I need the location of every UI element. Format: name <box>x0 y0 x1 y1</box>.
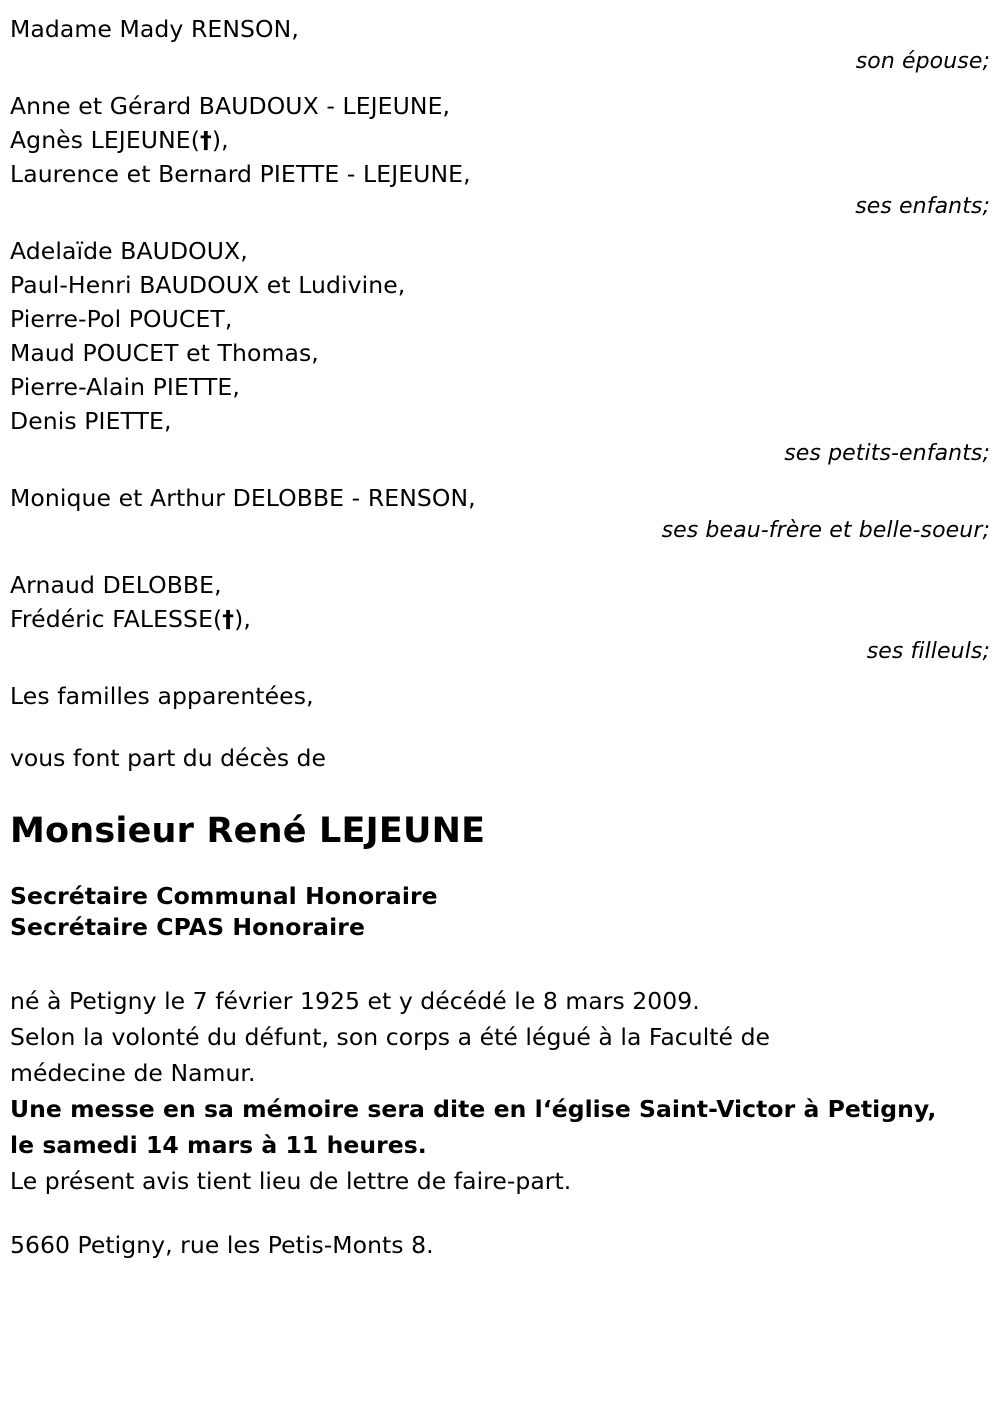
deceased-titles <box>10 881 990 943</box>
family-name-line: Laurence et Bernard PIETTE - LEJEUNE, <box>10 160 471 188</box>
mass-line-1: Une messe en sa mémoire sera dite en l‘église Saint-Victor à Petigny, <box>10 1095 937 1123</box>
section-spacer <box>10 1199 990 1227</box>
family-name-line: Monique et Arthur DELOBBE - RENSON, <box>10 484 476 512</box>
group-spacer <box>10 77 990 89</box>
deceased-title-line: Secrétaire CPAS Honoraire <box>10 913 365 941</box>
family-group-grandchildren <box>10 234 990 469</box>
mass-line-2: le samedi 14 mars à 11 heures. <box>10 1131 427 1159</box>
deceased-title-line: Secrétaire Communal Honoraire <box>10 882 438 910</box>
family-group-related-families <box>10 679 990 713</box>
family-name-line: Pierre-Pol POUCET, <box>10 305 233 333</box>
family-name-line: Arnaud DELOBBE, <box>10 571 222 599</box>
relation-label-children: ses enfants; <box>855 194 990 219</box>
family-name-line: Denis PIETTE, <box>10 407 172 435</box>
family-names <box>10 12 299 46</box>
relation-label-grandchildren: ses petits-enfants; <box>784 441 990 466</box>
dagger-icon: † <box>222 605 235 633</box>
section-spacer <box>10 775 990 809</box>
group-spacer <box>10 667 990 679</box>
body-donation-line-2: médecine de Namur. <box>10 1059 256 1087</box>
notice-line: Le présent avis tient lieu de lettre de faire-part. <box>10 1167 572 1195</box>
group-spacer <box>10 469 990 481</box>
section-spacer <box>10 853 990 881</box>
announcement-details <box>10 983 990 1199</box>
birth-death-line: né à Petigny le 7 février 1925 et y décédé le 8 mars 2009. <box>10 987 700 1015</box>
family-names <box>10 568 990 636</box>
family-name-line: Frédéric FALESSE(†), <box>10 605 251 633</box>
family-names <box>10 89 990 191</box>
section-spacer <box>10 943 990 983</box>
group-spacer <box>10 222 990 234</box>
family-name-line: Paul-Henri BAUDOUX et Ludivine, <box>10 271 406 299</box>
family-names <box>10 234 990 438</box>
relation-label-godchildren: ses filleuls; <box>866 639 990 664</box>
relation-label-in-laws: ses beau-frère et belle-soeur; <box>661 518 990 543</box>
family-name-line: Les familles apparentées, <box>10 682 314 710</box>
announcement-intro: vous font part du décès de <box>10 744 326 772</box>
relation-label-spouse: son épouse; <box>855 49 990 74</box>
family-group-children <box>10 89 990 222</box>
family-name-line: Maud POUCET et Thomas, <box>10 339 319 367</box>
dagger-icon: † <box>199 126 212 154</box>
family-group-in-laws <box>10 481 990 546</box>
family-name-line: Madame Mady RENSON, <box>10 15 299 43</box>
family-group-spouse <box>10 12 990 77</box>
family-name-line: Pierre-Alain PIETTE, <box>10 373 240 401</box>
group-spacer <box>10 546 990 568</box>
family-group-row <box>10 12 990 46</box>
family-name-line: Anne et Gérard BAUDOUX - LEJEUNE, <box>10 92 451 120</box>
family-group-godchildren <box>10 568 990 667</box>
body-donation-line-1: Selon la volonté du défunt, son corps a été légué à la Faculté de <box>10 1023 771 1051</box>
section-spacer <box>10 713 990 741</box>
family-name-line: Adelaïde BAUDOUX, <box>10 237 248 265</box>
family-names <box>10 481 990 515</box>
deceased-name: Monsieur René LEJEUNE <box>10 811 486 851</box>
address-line: 5660 Petigny, rue les Petis-Monts 8. <box>10 1231 434 1259</box>
family-name-line: Agnès LEJEUNE(†), <box>10 126 229 154</box>
family-names <box>10 679 990 713</box>
